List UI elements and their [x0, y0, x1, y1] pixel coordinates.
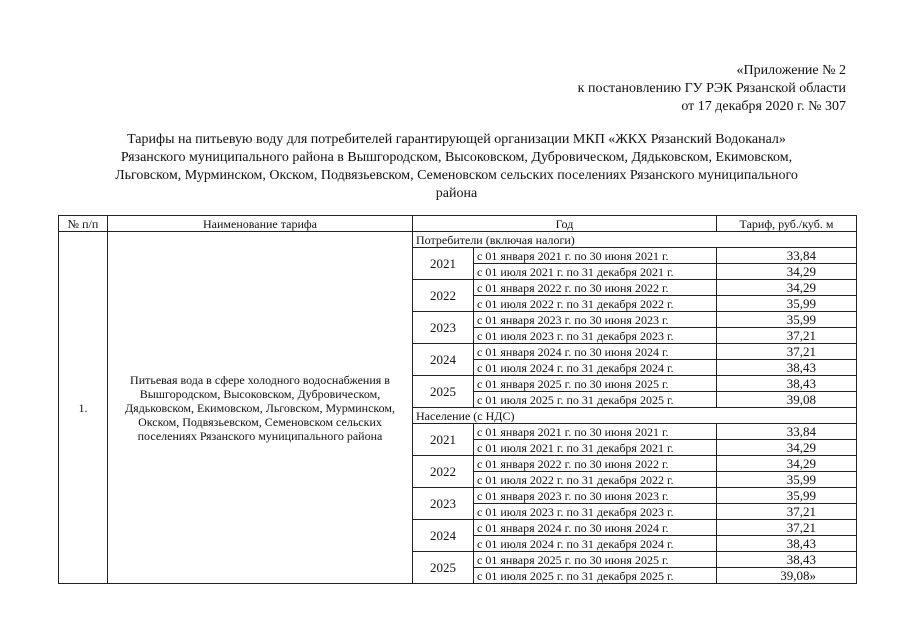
- tariff-value: 39,08»: [717, 568, 857, 584]
- tariff-name: Питьевая вода в сфере холодного водоснабжения в Вышгородском, Высоковском, Дубровическом, Дядьковском, Екимовском, Льговском, Мурминском, Окском, Подвязьевском, Семеновском сельских поселениях Рязанского муниципального района: [108, 232, 413, 584]
- year-cell: 2022: [413, 456, 474, 488]
- period-cell: с 01 июля 2021 г. по 31 декабря 2021 г.: [474, 440, 717, 456]
- period-cell: с 01 июля 2025 г. по 31 декабря 2025 г.: [474, 392, 717, 408]
- period-cell: с 01 января 2021 г. по 30 июня 2021 г.: [474, 248, 717, 264]
- document-title: [58, 131, 855, 203]
- tariff-value: 34,29: [717, 280, 857, 296]
- tariff-value: 33,84: [717, 248, 857, 264]
- tariff-value: 39,08: [717, 392, 857, 408]
- period-cell: с 01 июля 2023 г. по 31 декабря 2023 г.: [474, 328, 717, 344]
- tariff-value: 34,29: [717, 264, 857, 280]
- period-cell: с 01 января 2025 г. по 30 июня 2025 г.: [474, 376, 717, 392]
- period-cell: с 01 января 2025 г. по 30 июня 2025 г.: [474, 552, 717, 568]
- year-cell: 2024: [413, 344, 474, 376]
- tariff-value: 38,43: [717, 376, 857, 392]
- tariff-value: 34,29: [717, 440, 857, 456]
- period-cell: с 01 января 2024 г. по 30 июня 2024 г.: [474, 520, 717, 536]
- period-cell: с 01 июля 2024 г. по 31 декабря 2024 г.: [474, 360, 717, 376]
- tariff-value: 38,43: [717, 552, 857, 568]
- period-cell: с 01 января 2022 г. по 30 июня 2022 г.: [474, 456, 717, 472]
- year-cell: 2024: [413, 520, 474, 552]
- title-line: Льговском, Мурминском, Окском, Подвязьевском, Семеновском сельских поселениях Рязанского муниципального: [115, 168, 798, 183]
- tariff-value: 37,21: [717, 520, 857, 536]
- year-cell: 2025: [413, 552, 474, 584]
- tariff-value: 35,99: [717, 312, 857, 328]
- tariff-value: 38,43: [717, 360, 857, 376]
- tariff-value: 37,21: [717, 328, 857, 344]
- header-tariff: Тариф, руб./куб. м: [717, 216, 857, 232]
- period-cell: с 01 июля 2021 г. по 31 декабря 2021 г.: [474, 264, 717, 280]
- appendix-line: от 17 декабря 2020 г. № 307: [681, 99, 846, 114]
- row-number: 1.: [59, 232, 108, 584]
- year-cell: 2025: [413, 376, 474, 408]
- header-name: Наименование тарифа: [108, 216, 413, 232]
- table-body: [59, 232, 857, 584]
- title-line: района: [435, 186, 478, 201]
- tariff-value: 33,84: [717, 424, 857, 440]
- tariff-value: 37,21: [717, 504, 857, 520]
- title-line: Тарифы на питьевую воду для потребителей гарантирующей организации МКП «ЖКХ Рязанский Водоканал»: [127, 132, 786, 147]
- tariff-value: 35,99: [717, 296, 857, 312]
- period-cell: с 01 июля 2022 г. по 31 декабря 2022 г.: [474, 472, 717, 488]
- group-row: [59, 232, 857, 248]
- tariff-value: 37,21: [717, 344, 857, 360]
- period-cell: с 01 января 2022 г. по 30 июня 2022 г.: [474, 280, 717, 296]
- period-cell: с 01 июля 2023 г. по 31 декабря 2023 г.: [474, 504, 717, 520]
- title-line: Рязанского муниципального района в Вышгородском, Высоковском, Дубровическом, Дядьковском, Екимовском,: [120, 150, 793, 165]
- appendix-header: [578, 62, 846, 116]
- appendix-line: «Приложение № 2: [736, 63, 846, 78]
- header-num: № п/п: [59, 216, 108, 232]
- period-cell: с 01 января 2023 г. по 30 июня 2023 г.: [474, 312, 717, 328]
- tariff-value: 35,99: [717, 472, 857, 488]
- table-header-row: [59, 216, 857, 232]
- group-label: Население (с НДС): [413, 408, 857, 424]
- period-cell: с 01 июля 2022 г. по 31 декабря 2022 г.: [474, 296, 717, 312]
- year-cell: 2023: [413, 488, 474, 520]
- period-cell: с 01 января 2023 г. по 30 июня 2023 г.: [474, 488, 717, 504]
- period-cell: с 01 июля 2024 г. по 31 декабря 2024 г.: [474, 536, 717, 552]
- tariff-value: 35,99: [717, 488, 857, 504]
- header-year: Год: [413, 216, 717, 232]
- appendix-line: к постановлению ГУ РЭК Рязанской области: [577, 81, 846, 96]
- tariff-value: 38,43: [717, 536, 857, 552]
- group-label: Потребители (включая налоги): [413, 232, 857, 248]
- year-cell: 2021: [413, 248, 474, 280]
- year-cell: 2022: [413, 280, 474, 312]
- tariff-value: 34,29: [717, 456, 857, 472]
- period-cell: с 01 января 2024 г. по 30 июня 2024 г.: [474, 344, 717, 360]
- period-cell: с 01 января 2021 г. по 30 июня 2021 г.: [474, 424, 717, 440]
- year-cell: 2021: [413, 424, 474, 456]
- period-cell: с 01 июля 2025 г. по 31 декабря 2025 г.: [474, 568, 717, 584]
- tariff-table: [58, 215, 857, 584]
- year-cell: 2023: [413, 312, 474, 344]
